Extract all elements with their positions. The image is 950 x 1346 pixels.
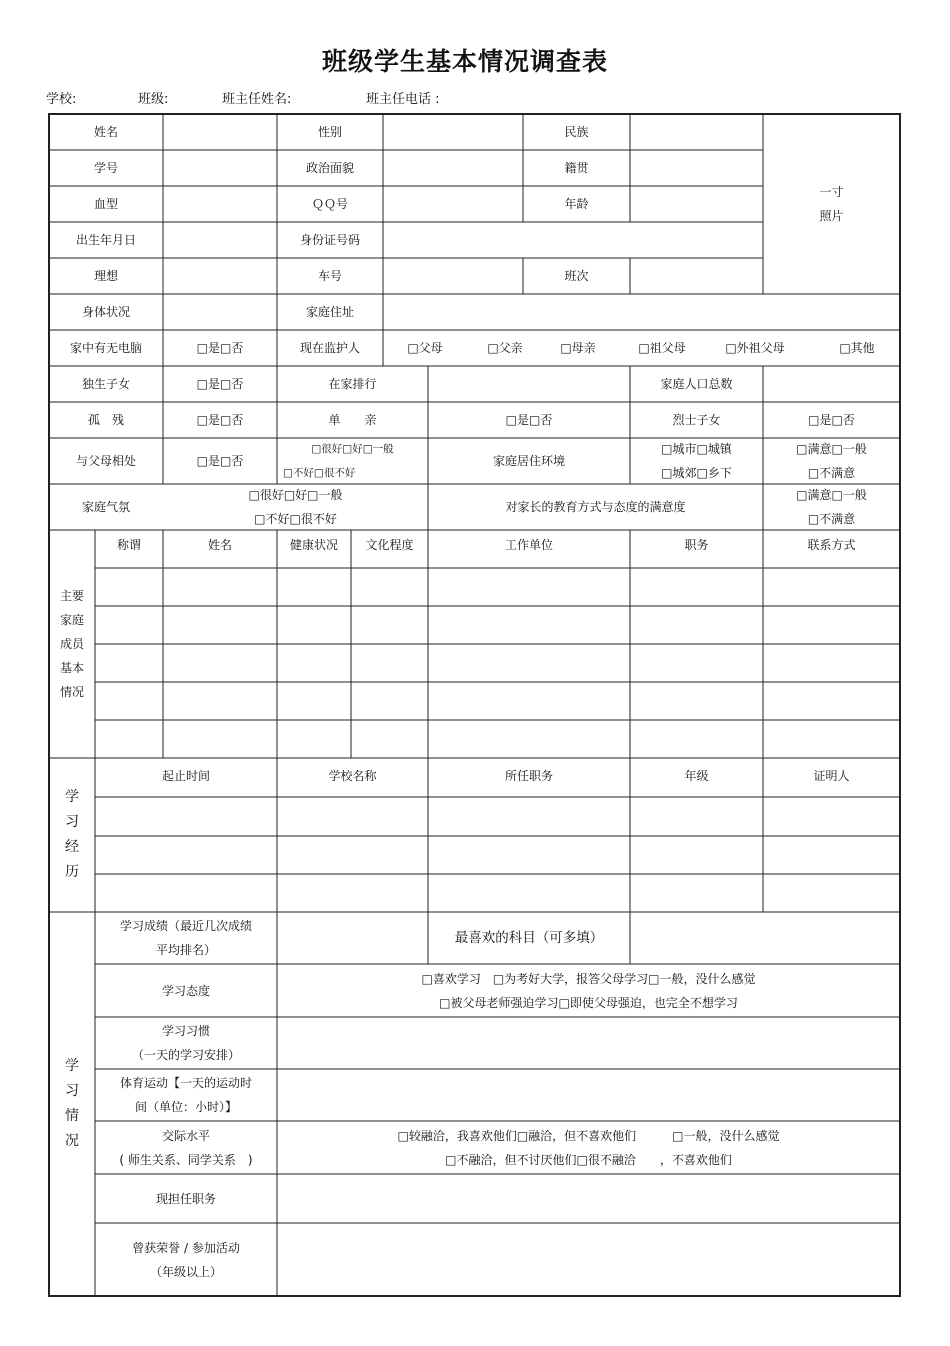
social-options-line-2[interactable]: □不融洽，但不讨厌他们□很不融洽 ，不喜欢他们: [445, 1152, 732, 1167]
history-col-school: 学校名称: [328, 769, 377, 783]
history-section-line-2: 习: [65, 814, 79, 830]
habit-label-line-1: 学习习惯: [161, 1024, 210, 1038]
id-number-label: 身份证号码: [299, 233, 360, 247]
rank-label: 在家排行: [328, 377, 377, 391]
social-label: [95, 1121, 277, 1174]
social-options[interactable]: [277, 1121, 900, 1174]
family-section-line-3: 成员: [59, 637, 84, 651]
ideal-label: 理想: [93, 269, 118, 283]
history-col-witness: 证明人: [813, 769, 850, 783]
family-col-name: 姓名: [207, 538, 232, 552]
parent-satisfaction-line-2[interactable]: □不满意: [807, 512, 856, 526]
household-label: 家庭人口总数: [660, 377, 733, 391]
history-col-post: 所任职务: [504, 769, 553, 783]
honor-label: [95, 1223, 277, 1296]
class-label: 班级:: [138, 92, 169, 107]
trip-label: 班次: [564, 269, 589, 283]
martyr-label: 烈士子女: [672, 413, 721, 427]
env-options-line-1[interactable]: □城市□城镇: [661, 442, 732, 456]
only-child-yes-no[interactable]: □是□否: [196, 377, 244, 391]
family-section-line-5: 情况: [59, 685, 84, 699]
sport-label-line-2: 间（单位：小时）】: [134, 1100, 237, 1114]
guardian-parents-checkbox[interactable]: □父母: [407, 341, 443, 355]
parent-satisfaction-line-1[interactable]: □满意□一般: [796, 488, 867, 502]
political-label: 政治面貌: [305, 161, 354, 175]
qq-label: ＱＱ号: [311, 197, 348, 211]
social-label-line-1: 交际水平: [161, 1128, 210, 1143]
env-options-line-2[interactable]: □城郊□乡下: [661, 466, 732, 480]
family-col-employer: 工作单位: [504, 538, 553, 552]
photo-box: [763, 114, 900, 294]
martyr-yes-no[interactable]: □是□否: [808, 413, 855, 427]
family-col-health: 健康状况: [289, 538, 338, 552]
fav-subject-label: 最喜欢的科目（可多填）: [454, 930, 604, 946]
atmosphere-line-1[interactable]: □很好□好□一般: [248, 488, 343, 502]
with-parents-yes-no[interactable]: □是□否: [196, 454, 244, 468]
age-label: 年龄: [564, 197, 589, 211]
family-col-contact: 联系方式: [807, 538, 856, 552]
env-satisfaction-options[interactable]: [763, 438, 900, 484]
school-label: 学校:: [46, 92, 77, 107]
env-satisfaction-line-1[interactable]: □满意□一般: [796, 442, 867, 456]
gender-label: 性别: [317, 125, 342, 139]
atmosphere-line-2[interactable]: □不好□很不好: [254, 512, 337, 526]
blood-label: 血型: [93, 197, 118, 211]
habit-label-line-2: （一天的学习安排）: [131, 1048, 240, 1062]
name-label: 姓名: [93, 125, 118, 139]
health-label: 身体状况: [81, 305, 130, 319]
honor-label-line-1: 曾获荣誉 / 参加活动: [132, 1240, 240, 1255]
sport-label: [95, 1069, 277, 1121]
history-section-line-3: 经: [65, 839, 79, 855]
habit-label: [95, 1017, 277, 1069]
score-label-line-2: 平均排名）: [155, 943, 216, 957]
honor-label-line-2: （年级以上）: [149, 1264, 222, 1279]
single-parent-yes-no[interactable]: □是□否: [505, 413, 553, 427]
photo-line-1: 一寸: [819, 185, 844, 199]
relation-options-line-1[interactable]: □很好□好□一般: [311, 443, 394, 455]
birth-label: 出生年月日: [75, 233, 136, 247]
env-options[interactable]: [630, 438, 763, 484]
score-label: [95, 912, 277, 964]
teacher-name-label: 班主任姓名:: [222, 92, 292, 107]
study-section-line-1: 学: [65, 1058, 79, 1074]
ethnicity-label: 民族: [564, 125, 589, 139]
native-place-label: 籍贯: [564, 161, 589, 175]
parent-satisfaction-options[interactable]: [763, 484, 900, 530]
only-child-label: 独生子女: [81, 377, 130, 391]
car-no-label: 车号: [317, 269, 342, 283]
score-label-line-1: 学习成绩（最近几次成绩: [119, 919, 252, 933]
history-section-line-4: 历: [65, 864, 79, 880]
guardian-mother-checkbox[interactable]: □母亲: [560, 341, 596, 355]
family-col-position: 职务: [684, 538, 709, 552]
satisfaction-label: 对家长的教育方式与态度的满意度: [505, 500, 686, 514]
post-label: 现担任职务: [155, 1191, 216, 1206]
attitude-options-line-2[interactable]: □被父母老师强迫学习□即使父母强迫，也完全不想学习: [439, 995, 738, 1010]
photo-line-2: 照片: [819, 209, 844, 223]
guardian-maternal-gp-checkbox[interactable]: □外祖父母: [725, 341, 785, 355]
sport-label-line-1: 体育运动【一天的运动时: [119, 1076, 252, 1090]
guardian-father-checkbox[interactable]: □父亲: [487, 341, 523, 355]
family-section-line-1: 主要: [59, 589, 84, 603]
family-section-label: [49, 530, 95, 758]
family-col-education: 文化程度: [365, 538, 414, 552]
living-env-label: 家庭居住环境: [492, 454, 565, 468]
social-options-line-1[interactable]: □较融洽，我喜欢他们□融洽，但不喜欢他们 □一般，没什么感觉: [397, 1128, 780, 1143]
orphan-yes-no[interactable]: □是□否: [196, 413, 244, 427]
orphan-label: 孤 残: [87, 413, 124, 427]
guardian-label: 现在监护人: [299, 341, 360, 355]
with-parents-label: 与父母相处: [75, 454, 136, 468]
teacher-phone-label: 班主任电话 :: [366, 92, 440, 107]
study-section-line-3: 情: [65, 1108, 79, 1124]
social-label-line-2: ( 师生关系、同学关系 ): [119, 1152, 253, 1167]
history-col-grade: 年级: [684, 769, 709, 783]
attitude-options-line-1[interactable]: □喜欢学习 □为考好大学，报答父母学习□一般，没什么感觉: [421, 971, 756, 986]
page-title: 班级学生基本情况调查表: [321, 47, 608, 76]
env-satisfaction-line-2[interactable]: □不满意: [807, 466, 856, 480]
address-label: 家庭住址: [305, 305, 354, 319]
computer-label: 家中有无电脑: [69, 341, 142, 355]
study-section-line-2: 习: [65, 1083, 79, 1099]
family-section-line-4: 基本: [59, 661, 84, 675]
attitude-options[interactable]: [277, 964, 900, 1017]
guardian-other-checkbox[interactable]: □其他: [839, 341, 875, 355]
atmosphere-options[interactable]: [163, 484, 428, 530]
single-parent-label: 单 亲: [328, 413, 377, 427]
relation-options[interactable]: [277, 438, 428, 484]
history-col-period: 起止时间: [161, 769, 210, 783]
study-section-label: [49, 912, 95, 1296]
guardian-grandparents-checkbox[interactable]: □祖父母: [638, 341, 686, 355]
study-section-line-4: 况: [65, 1133, 79, 1149]
history-section-label: [49, 758, 95, 912]
attitude-label: 学习态度: [161, 983, 210, 998]
family-col-title: 称谓: [116, 538, 141, 552]
history-section-line-1: 学: [65, 789, 79, 805]
computer-yes-no[interactable]: □是□否: [196, 341, 244, 355]
atmosphere-label: 家庭气氛: [81, 500, 130, 514]
relation-options-line-2[interactable]: □不好□很不好: [283, 467, 356, 479]
family-section-line-2: 家庭: [59, 613, 84, 627]
student-id-label: 学号: [93, 161, 118, 175]
